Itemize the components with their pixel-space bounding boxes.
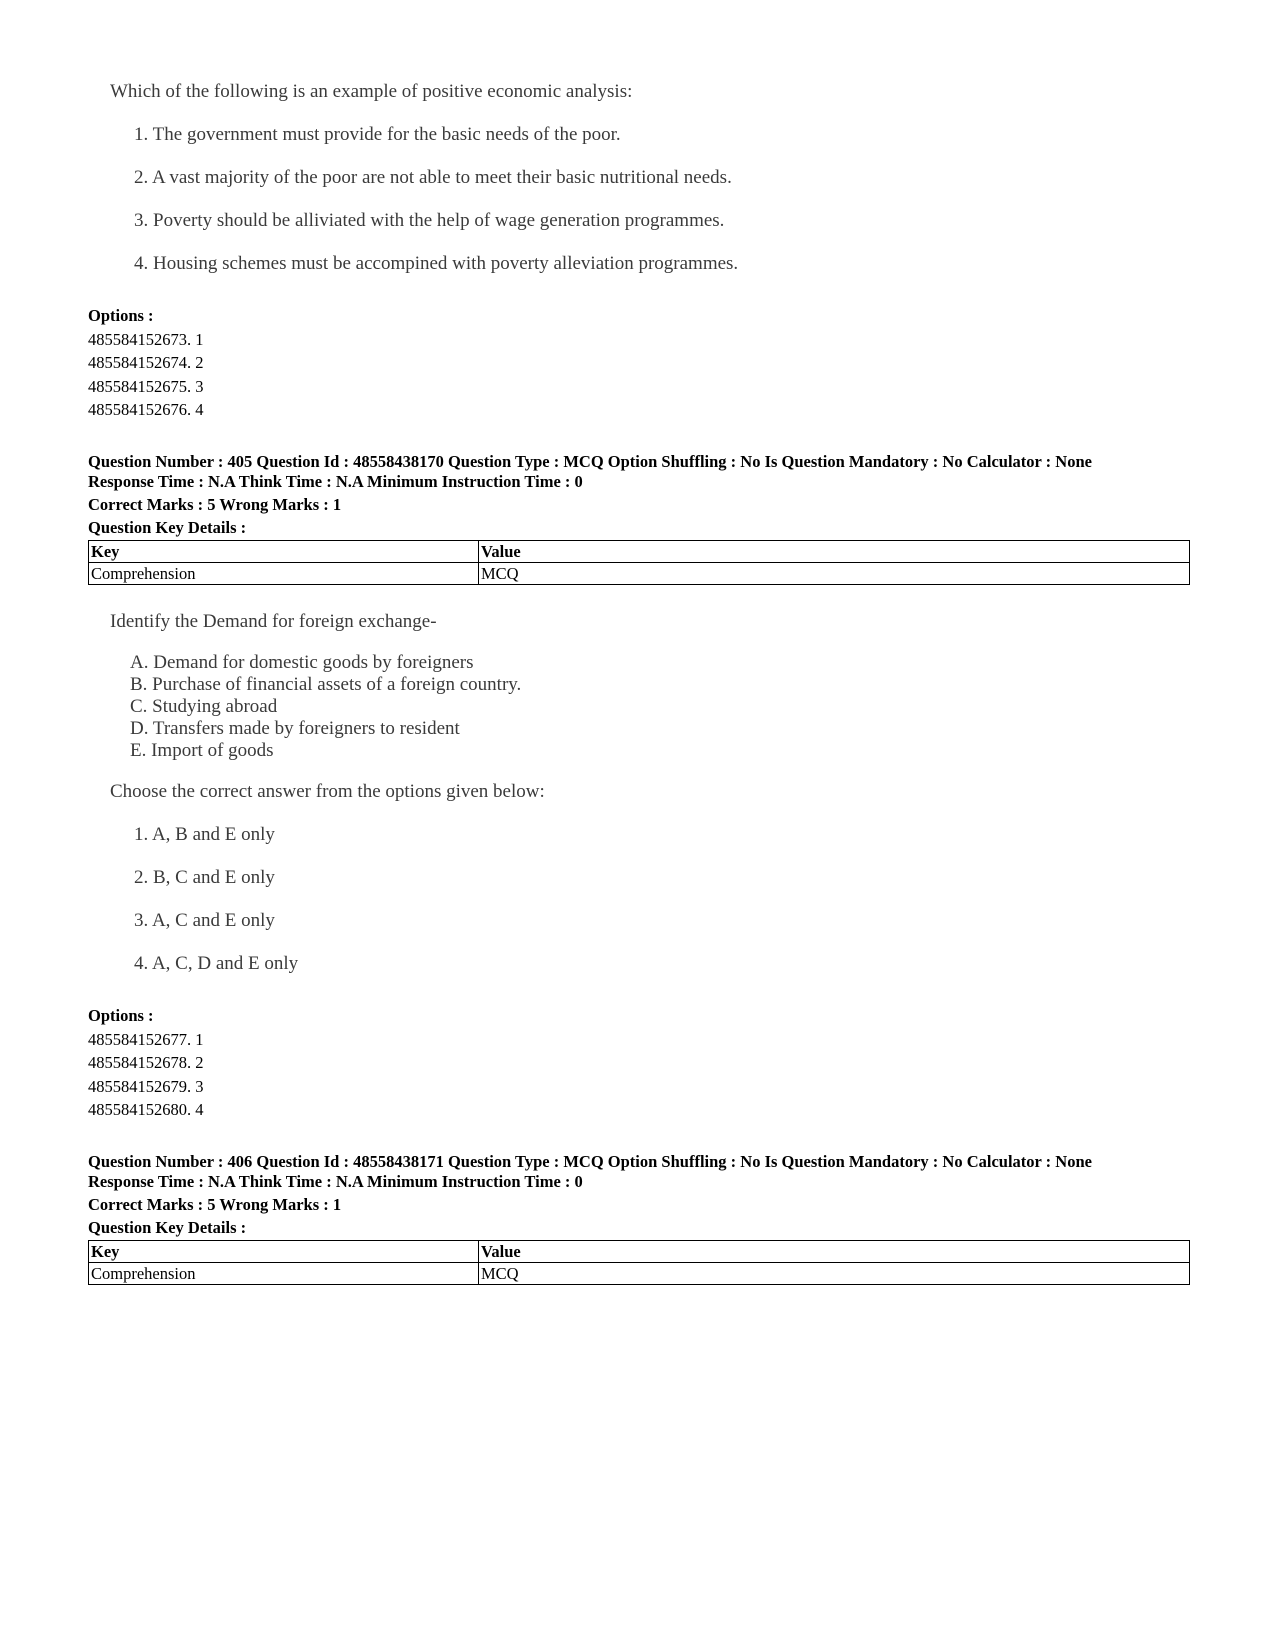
question-marks: Correct Marks : 5 Wrong Marks : 1: [88, 495, 342, 514]
question-key-details: Question Key Details :: [88, 518, 247, 537]
question-405-header: [88, 452, 1188, 538]
option-item: 485584152676. 4: [88, 400, 204, 419]
item-a: A. Demand for domestic goods by foreigners: [130, 652, 474, 673]
statement-2: 2. A vast majority of the poor are not able to meet their basic nutritional needs.: [134, 167, 732, 188]
choose-instruction: Choose the correct answer from the options given below:: [110, 781, 545, 802]
table-cell-value: MCQ: [479, 563, 1190, 585]
answer-3: 3. A, C and E only: [134, 910, 275, 931]
statement-3: 3. Poverty should be alliviated with the help of wage generation programmes.: [134, 210, 725, 231]
table-header-value: Value: [479, 1241, 1190, 1263]
question-stem: Identify the Demand for foreign exchange-: [110, 611, 437, 632]
table-cell-key: Comprehension: [89, 563, 479, 585]
options-label: Options :: [88, 306, 154, 325]
item-d: D. Transfers made by foreigners to resident: [130, 718, 460, 739]
table-header-value: Value: [479, 541, 1190, 563]
item-e: E. Import of goods: [130, 740, 274, 761]
option-item: 485584152680. 4: [88, 1100, 204, 1119]
question-marks: Correct Marks : 5 Wrong Marks : 1: [88, 1195, 342, 1214]
statement-4: 4. Housing schemes must be accompined with poverty alleviation programmes.: [134, 253, 739, 274]
statement-1: 1. The government must provide for the basic needs of the poor.: [134, 124, 621, 145]
table-cell-value: MCQ: [479, 1263, 1190, 1285]
question-stem: Which of the following is an example of positive economic analysis:: [110, 81, 633, 102]
option-item: 485584152677. 1: [88, 1029, 204, 1049]
option-item: 485584152675. 3: [88, 376, 204, 396]
option-item: 485584152673. 1: [88, 329, 204, 349]
question-meta: Question Number : 405 Question Id : 48558438170 Question Type : MCQ Option Shuffling : No Is Question Mandatory : No Calculator : None: [88, 452, 1092, 471]
question-404-image: [110, 81, 738, 275]
table-row: [89, 1263, 1190, 1285]
answer-4: 4. A, C, D and E only: [134, 953, 299, 974]
options-list-404: [88, 304, 1188, 422]
table-row: [89, 541, 1190, 563]
question-405-image: [110, 611, 545, 975]
table-header-key: Key: [89, 1241, 479, 1263]
question-key-details: Question Key Details :: [88, 1218, 247, 1237]
answer-1: 1. A, B and E only: [134, 824, 275, 845]
options-list-405: [88, 1004, 1188, 1122]
item-b: B. Purchase of financial assets of a foreign country.: [130, 674, 522, 695]
table-header-key: Key: [89, 541, 479, 563]
question-meta: Question Number : 406 Question Id : 48558438171 Question Type : MCQ Option Shuffling : No Is Question Mandatory : No Calculator : None: [88, 1152, 1092, 1171]
option-item: 485584152679. 3: [88, 1076, 204, 1096]
options-label: Options :: [88, 1006, 154, 1025]
table-row: [89, 563, 1190, 585]
question-timing: Response Time : N.A Think Time : N.A Minimum Instruction Time : 0: [88, 472, 583, 491]
table-cell-key: Comprehension: [89, 1263, 479, 1285]
answer-2: 2. B, C and E only: [134, 867, 275, 888]
question-406-header: [88, 1152, 1188, 1238]
table-row: [89, 1241, 1190, 1263]
option-item: 485584152674. 2: [88, 353, 204, 372]
item-c: C. Studying abroad: [130, 696, 278, 717]
question-key-table-405: [88, 540, 1190, 585]
question-timing: Response Time : N.A Think Time : N.A Minimum Instruction Time : 0: [88, 1172, 583, 1191]
option-item: 485584152678. 2: [88, 1053, 204, 1072]
question-key-table-406: [88, 1240, 1190, 1285]
